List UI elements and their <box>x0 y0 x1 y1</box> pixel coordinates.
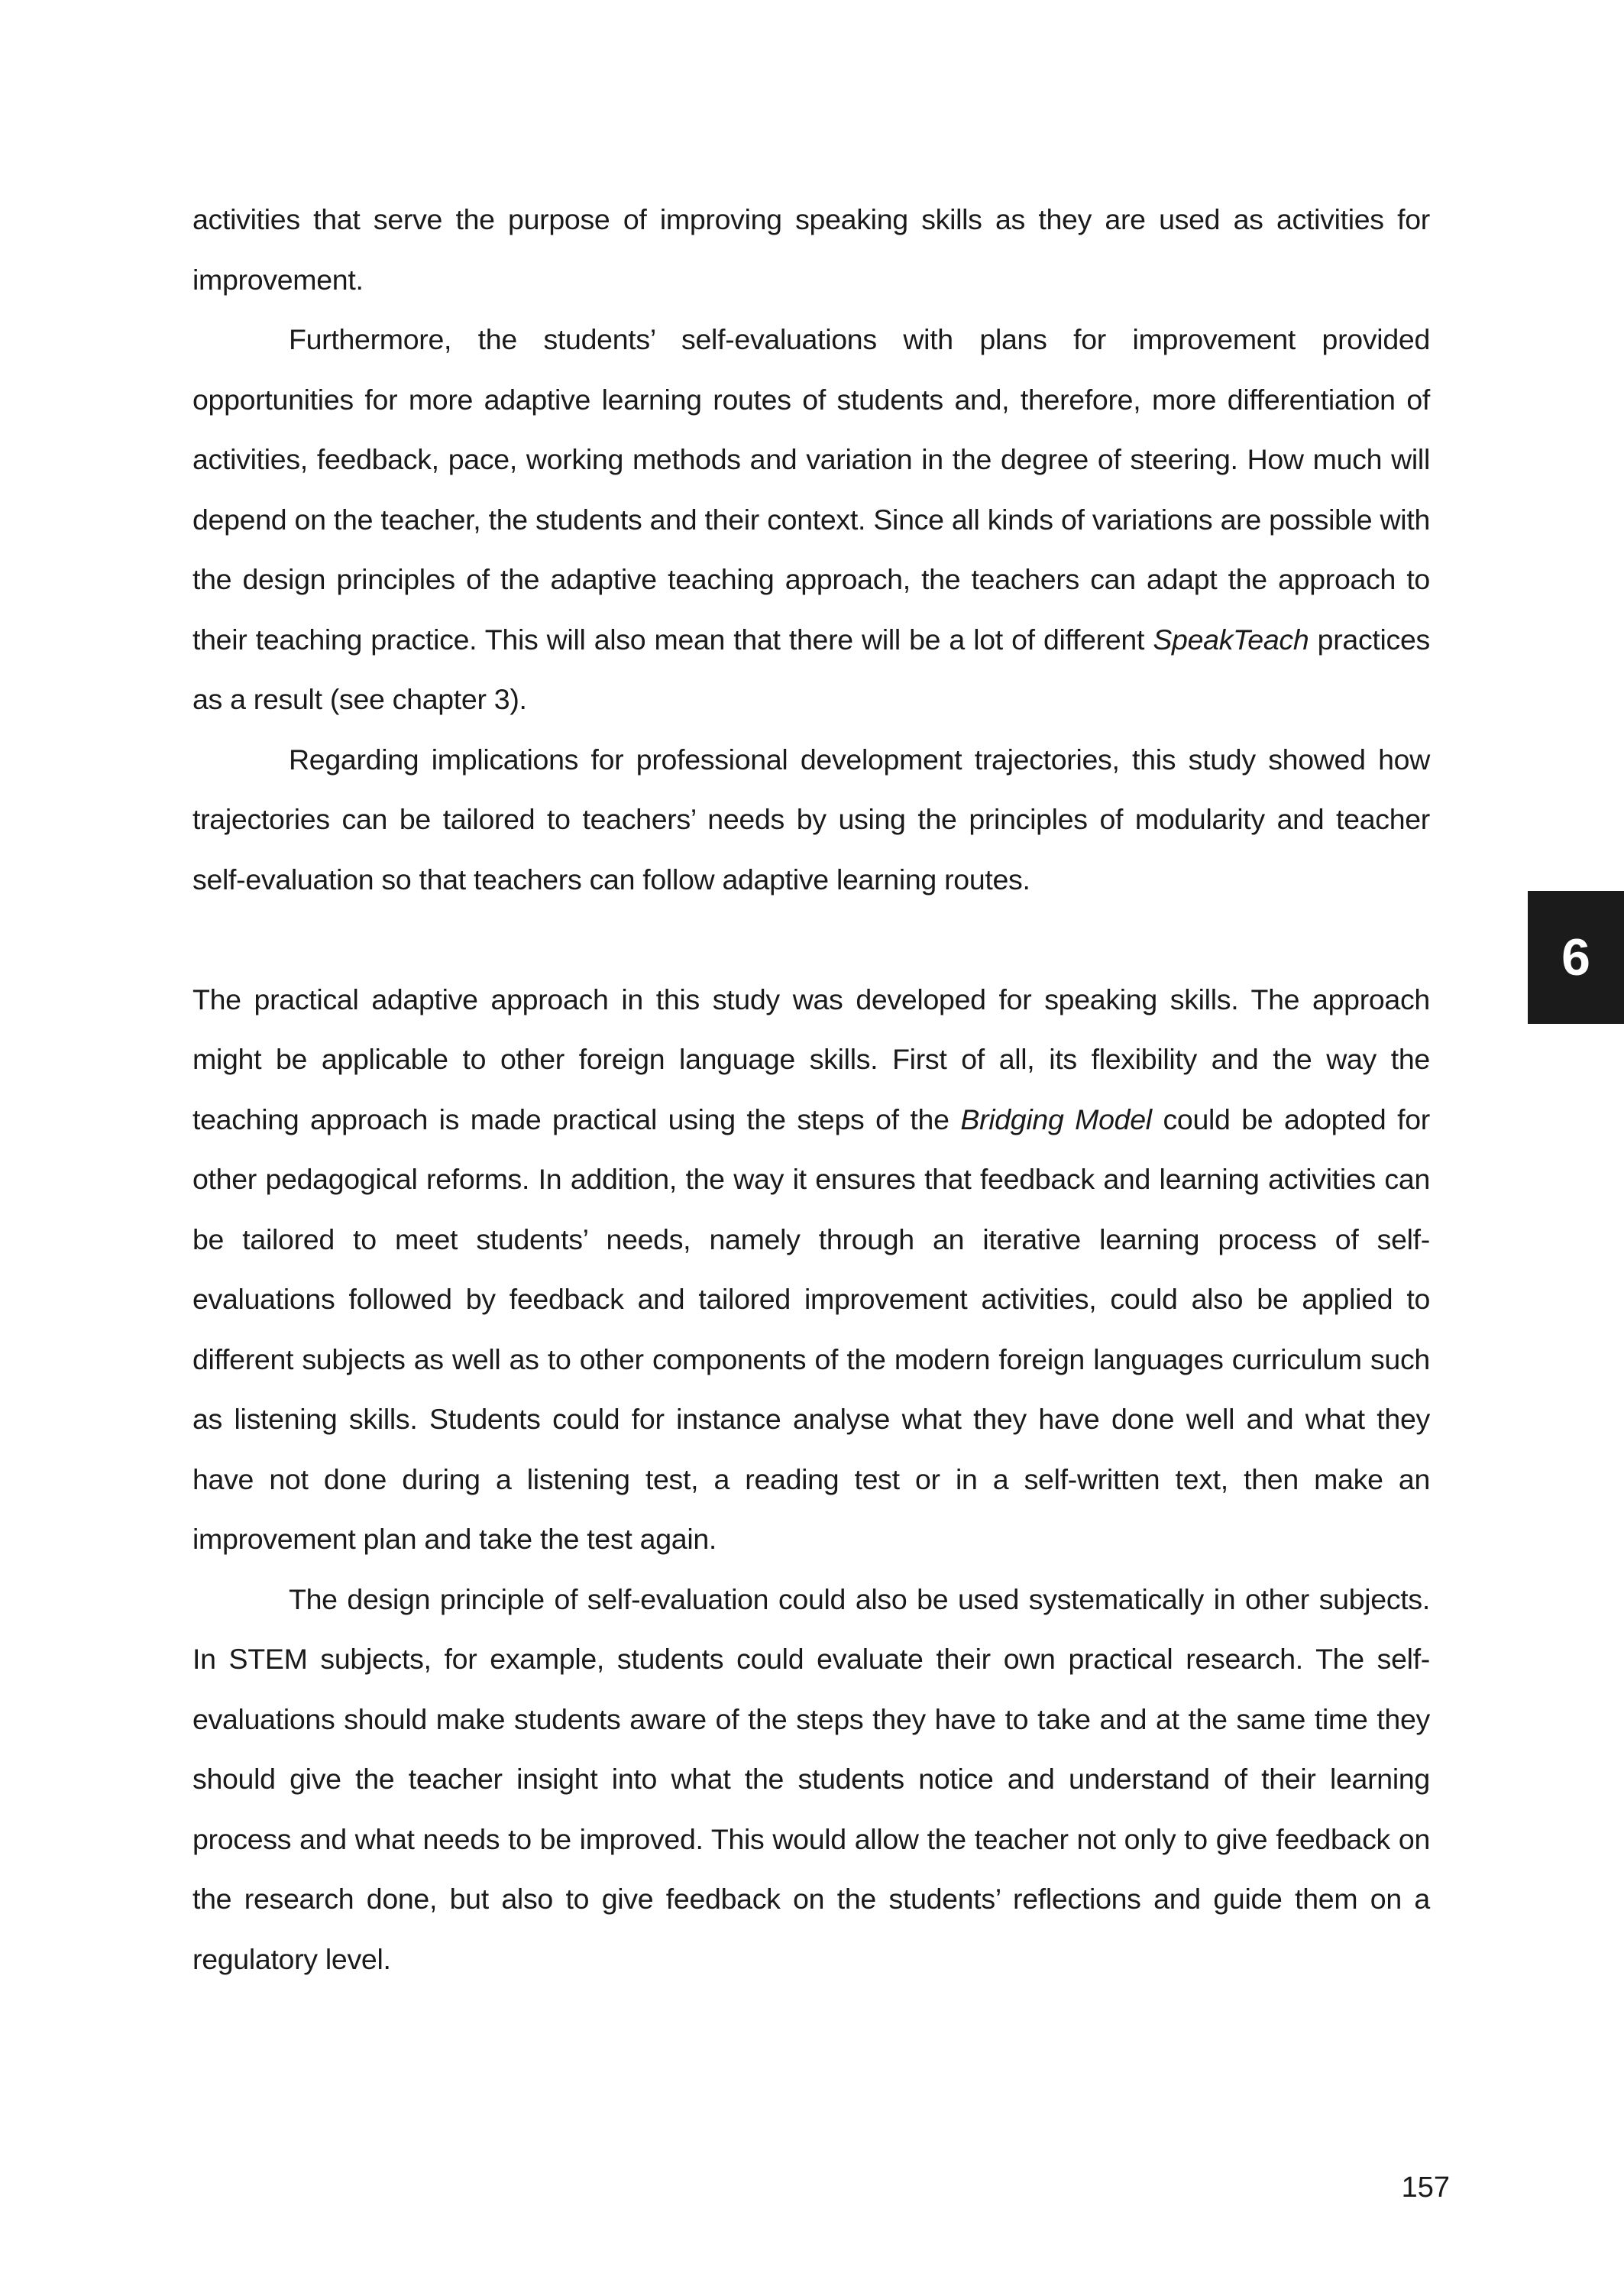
italic-term: Bridging Model <box>960 1103 1152 1135</box>
italic-term: SpeakTeach <box>1153 623 1309 656</box>
paragraph-adaptive-routes <box>192 309 1430 730</box>
paragraph-text: The practical adaptive approach in this study was developed for speaking skills. The approach might be applicable to other foreign language skills. First of all, its flexibility and the way the teaching approach is made practical using the steps of the <box>192 983 1430 1135</box>
paragraph-text: Furthermore, the students’ self-evaluations with plans for improvement provided opportunities for more adaptive learning routes of students and, therefore, more differentiation of activities, feedback, pace, working methods and variation in the degree of steering. How much will depend on the teacher, the students and their context. Since all kinds of variations are possible with the design principles of the adaptive teaching approach, the teachers can adapt the approach to their teaching practice. This will also mean that there will be a lot of different <box>192 323 1430 656</box>
paragraph-practical-approach <box>192 970 1430 1569</box>
paragraph-professional-development <box>192 730 1430 910</box>
page-number: 157 <box>1401 2172 1450 2204</box>
paragraph-self-evaluation-design <box>192 1569 1430 1990</box>
chapter-number: 6 <box>1561 928 1590 986</box>
chapter-tab <box>1528 891 1624 1024</box>
paragraph-text: could be adopted for other pedagogical reforms. In addition, the way it ensures that feedback and learning activities can be tailored to meet students’ needs, namely through an iterative learning process of self-evaluations followed by feedback and tailored improvement activities, could also be applied to different subjects as well as to other components of the modern foreign languages curriculum such as listening skills. Students could for instance analyse what they have done well and what they have not done during a listening test, a reading test or in a self-written text, then make an improvement plan and take the test again. <box>192 1103 1430 1555</box>
paragraph-continuation <box>192 189 1430 309</box>
paragraph-text: practices as a result (see chapter 3). <box>192 623 1430 715</box>
body-text <box>192 189 1430 1989</box>
paragraph-text: The design principle of self-evaluation could also be used systematically in other subjects. In STEM subjects, for example, students could evaluate their own practical research. The self-evaluations should make students aware of the steps they have to take and at the same time they should give the teacher insight into what the students notice and understand of their learning process and what needs to be improved. This would allow the teacher not only to give feedback on the research done, but also to give feedback on the students’ reflections and guide them on a regulatory level. <box>192 1582 1430 1975</box>
paragraph-text: activities that serve the purpose of improving speaking skills as they are used as activities for improvement. <box>192 203 1430 296</box>
paragraph-text: Regarding implications for professional development trajectories, this study showed how trajectories can be tailored to teachers’ needs by using the principles of modularity and teacher self-evaluation so that teachers can follow adaptive learning routes. <box>192 743 1430 896</box>
